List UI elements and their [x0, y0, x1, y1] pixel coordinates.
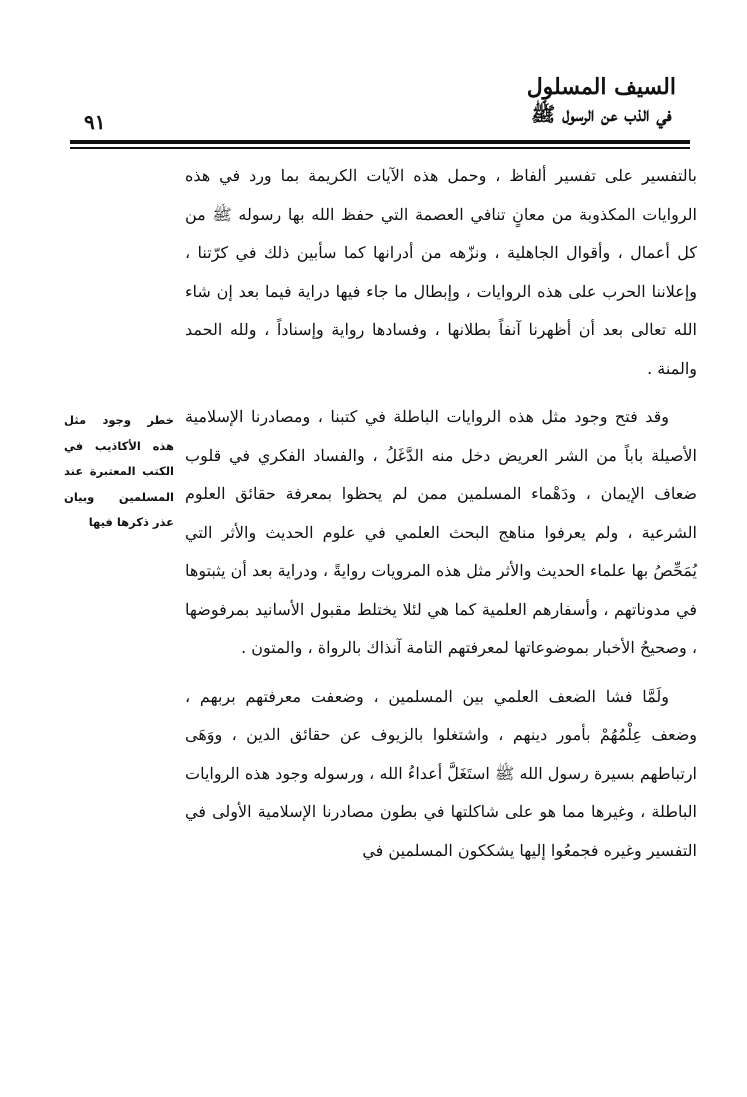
margin-note: خطر وجود مثل هذه الأكاذيب في الكتب المعتبرة عند المسلمين وبيان عذر ذكرها فيها	[64, 413, 174, 529]
paragraph-2: وقد فتح وجود مثل هذه الروايات الباطلة في كتبنا ، ومصادرنا الإسلامية الأصيلة باباً من الشر العريض دخل منه الدَّغَلُ ، والفساد الفكري في قلوب ضعاف الإيمان ، ودَهْماء المسلمين ممن لم يحظوا بمعرفة حقائق العلوم الشرعية ، ولم يعرفوا مناهج البحث العلمي في علوم الحديث والأثر التي يُمَحِّصُ بها علماء الحديث والأثر مثل هذه المرويات روايةً ، ودراية بعد أن يثبتوها في مدوناتهم ، وأسفارهم العلمية كما هي لئلا يختلط مقبول الأسانيد بمرفوضها ، وصحيحُ الأخبار بموضوعاتها لمعرفتهم التامة آنذاك بالرواة ، والمتون .	[185, 407, 697, 657]
paragraph-1: بالتفسير على تفسير ألفاظ ، وحمل هذه الآيات الكريمة بما ورد في هذه الروايات المكذوبة من معانٍ تنافي العصمة التي حفظ الله بها رسوله ﷺ من كل أعمال ، وأقوال الجاهلية ، ونزّهه من أدرانها كما سأبين ذلك في كرّتنا ، وإعلاننا الحرب على هذه الروايات ، وإبطال ما جاء فيها دراية فيما بعد إن شاء الله تعالى بعد أن أظهرنا آنفاً بطلانها ، وفسادها رواية وإسناداً ، ولله الحمد والمنة .	[185, 166, 697, 378]
header-rule-thin	[70, 147, 690, 149]
running-title-line1: السيف المسلول	[526, 74, 676, 100]
paragraph-3: ولَمَّا فشا الضعف العلمي بين المسلمين ، وضعفت معرفتهم بربهم ، وضعف عِلْمُهُمْ بأمور دينهم ، واشتغلوا بالزيوف عن حقائق الدين ، ووَهَى ارتباطهم بسيرة رسول الله ﷺ استَغَلَّ أعداءُ الله ، ورسوله وجود هذه الروايات الباطلة ، وغيرها مما هو على شاكلتها في بطون مصادرنا الإسلامية الأولى في التفسير وغيره فجمعُوا إليها يشككون المسلمين في	[185, 686, 697, 860]
main-text	[185, 157, 697, 870]
page-header	[70, 72, 690, 134]
header-rule-thick	[70, 140, 690, 144]
running-title-line2: في الذب عن الرسول ﷺ	[531, 102, 672, 126]
page-number: ٩١	[84, 110, 106, 134]
running-title	[527, 74, 676, 128]
